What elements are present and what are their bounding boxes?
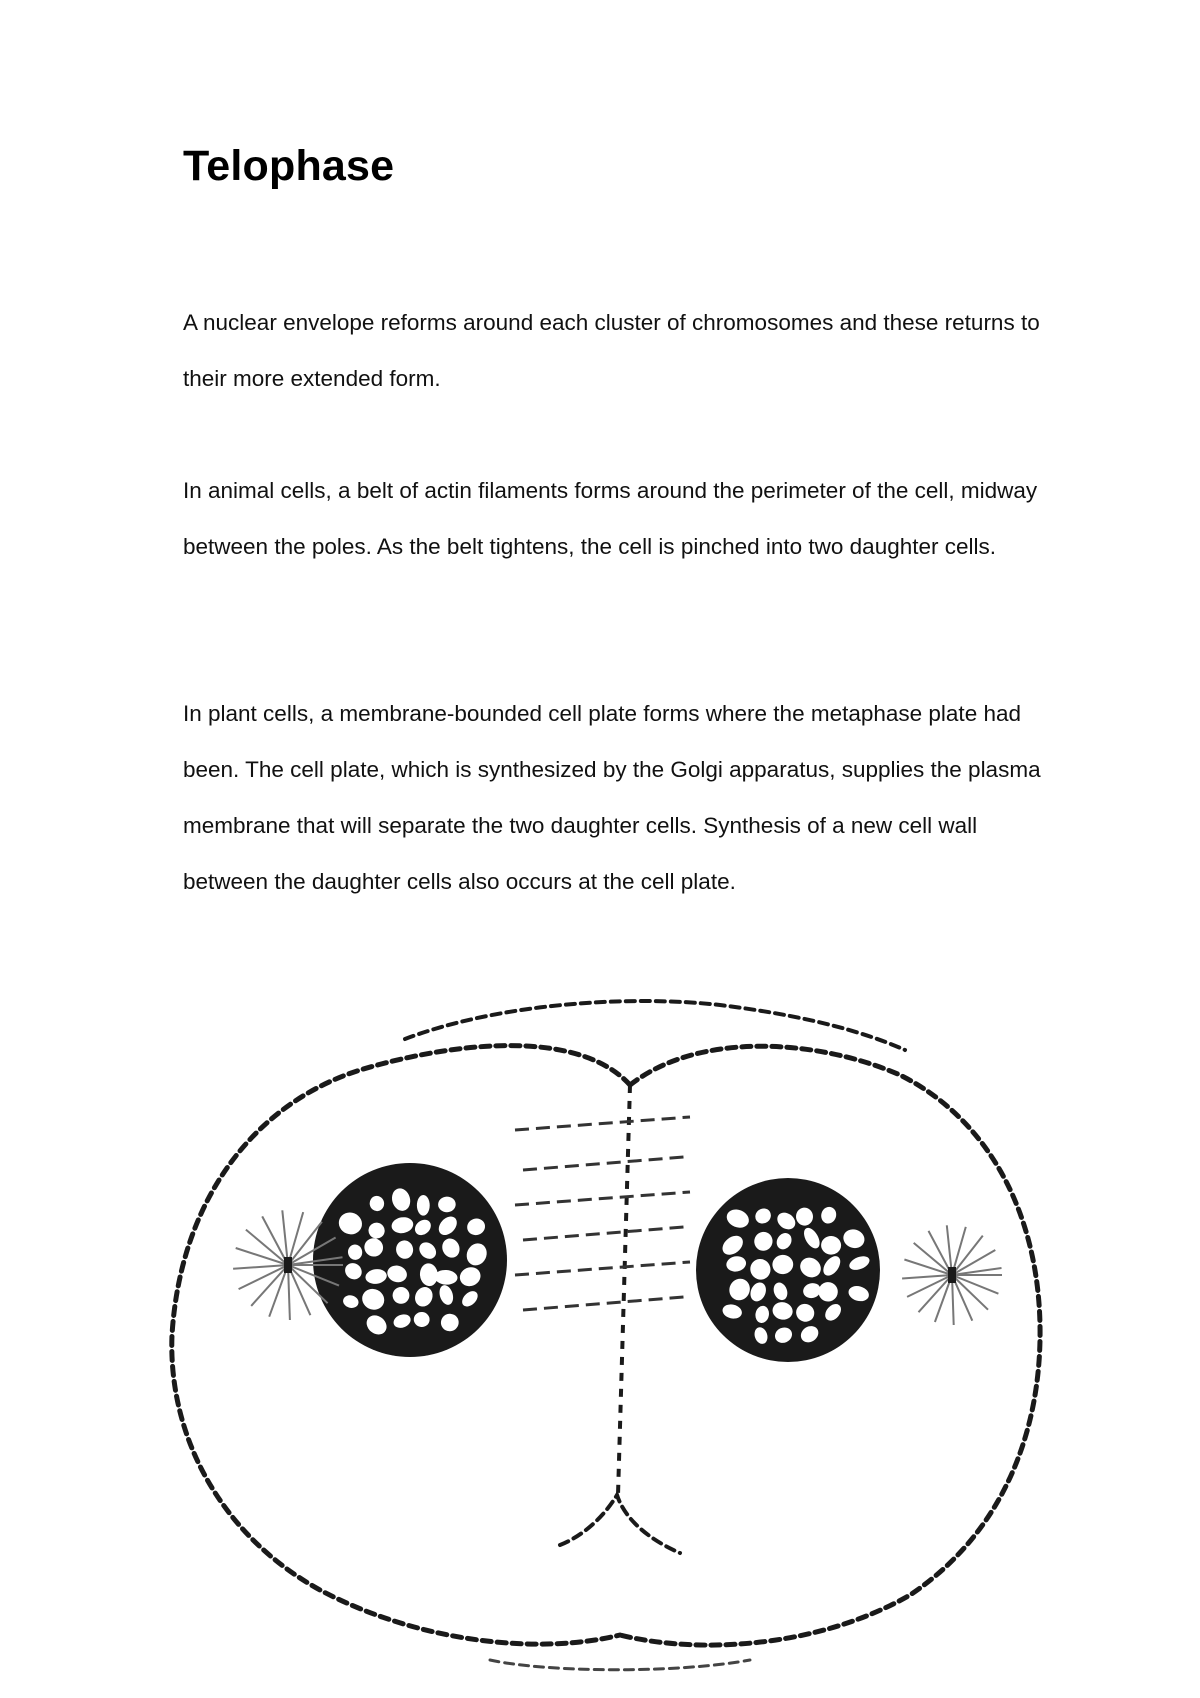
spindle-fiber: [515, 1117, 690, 1130]
cell-membrane-outline: [172, 1001, 1040, 1670]
right-nucleus: [696, 1178, 880, 1362]
aster-ray: [914, 1243, 952, 1275]
aster-ray: [251, 1265, 288, 1306]
cleavage-notch: [560, 1495, 680, 1553]
spindle-fiber: [523, 1227, 684, 1240]
cell-plate: [618, 1085, 630, 1495]
aster-ray: [288, 1265, 290, 1320]
telophase-diagram: [160, 975, 1080, 1675]
left-nucleus: [313, 1163, 507, 1357]
spindle-fiber: [523, 1157, 684, 1170]
centriole: [948, 1267, 956, 1283]
spindle-fiber: [515, 1262, 690, 1275]
aster-ray: [952, 1275, 988, 1310]
aster-ray: [246, 1230, 288, 1265]
centriole: [284, 1257, 292, 1273]
page-title: Telophase: [183, 142, 395, 190]
chromatin-gap: [417, 1195, 430, 1216]
spindle-fiber: [515, 1192, 690, 1205]
right-aster: [902, 1225, 1002, 1325]
aster-ray: [919, 1275, 953, 1312]
paragraph-animal-cells: In animal cells, a belt of actin filaments forms around the perimeter of the cell, midway between the poles. As the belt tightens, the cell is pinched into two daughter cells.: [183, 478, 1038, 559]
paragraph-nuclear-envelope: A nuclear envelope reforms around each cluster of chromosomes and these returns to their more extended form.: [183, 310, 1040, 391]
paragraph-plant-cells: In plant cells, a membrane-bounded cell plate forms where the metaphase plate had been. The cell plate, which is synthesized by the Golgi apparatus, supplies the plasma membrane that will separate the two daughter cells. Synthesis of a new cell wall between the daughter cells also occurs at the cell plate.: [183, 701, 1041, 894]
spindle-fibers: [515, 1117, 690, 1310]
telophase-illustration: [160, 975, 1080, 1675]
spindle-fiber: [523, 1297, 684, 1310]
outer-cell-wall-bottom: [490, 1660, 750, 1670]
outer-cell-wall-top: [405, 1001, 905, 1050]
